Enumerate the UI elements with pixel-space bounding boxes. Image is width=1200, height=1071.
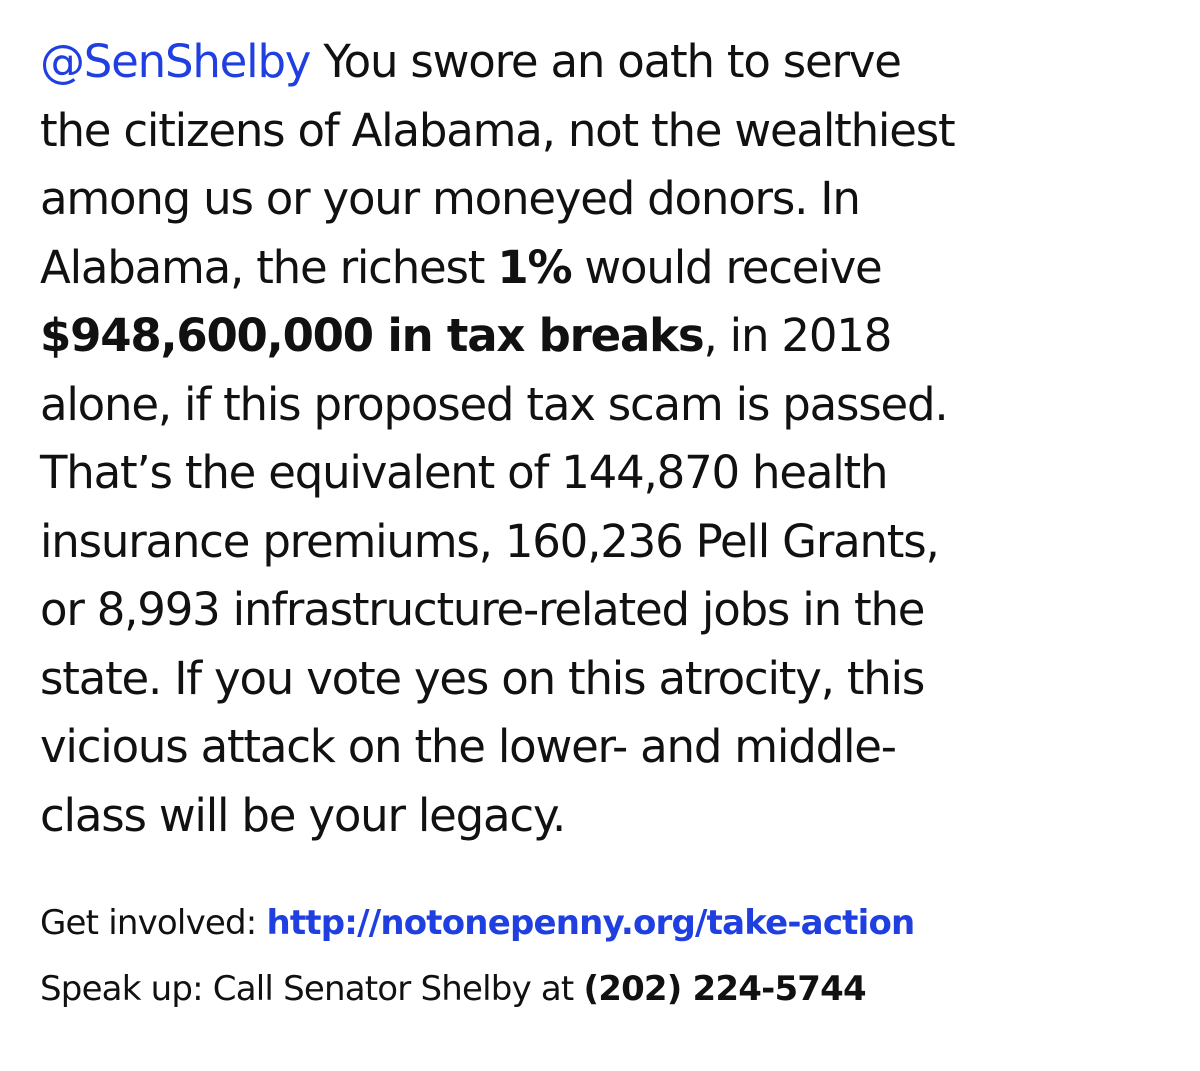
get-involved-row <box>40 903 1180 943</box>
take-action-link[interactable]: http://notonepenny.org/take-action <box>266 903 915 943</box>
get-involved-label: Get involved: <box>40 903 267 943</box>
tax-breaks-emphasis: $948,600,000 in tax breaks <box>40 309 704 362</box>
message-line: That’s the equivalent of 144,870 health <box>40 446 888 499</box>
message-line <box>40 234 1175 303</box>
message-body <box>40 28 1175 850</box>
senator-phone-number[interactable]: (202) 224-5744 <box>583 969 866 1009</box>
message-text: , in 2018 <box>703 309 892 362</box>
speak-up-label: Speak up: Call Senator Shelby at <box>40 969 584 1009</box>
message-line: vicious attack on the lower- and middle- <box>40 720 896 773</box>
message-text: Alabama, the richest <box>40 240 498 294</box>
one-percent-emphasis: 1% <box>497 240 572 294</box>
speak-up-row <box>40 969 1180 1009</box>
message-line: or 8,993 infrastructure-related jobs in the <box>40 583 925 636</box>
message-line: state. If you vote yes on this atrocity, this <box>40 651 925 705</box>
message-text: You swore an oath to serve <box>310 35 901 88</box>
message-line <box>40 28 1175 97</box>
message-line: the citizens of Alabama, not the wealthiest <box>40 103 955 157</box>
message-line: insurance premiums, 160,236 Pell Grants, <box>40 514 939 568</box>
message-line: alone, if this proposed tax scam is passed. <box>40 377 948 431</box>
message-line: among us or your moneyed donors. In <box>40 172 860 225</box>
message-line <box>40 302 1175 371</box>
message-text: would receive <box>571 240 882 294</box>
message-line: class will be your legacy. <box>40 788 566 842</box>
senator-handle-mention[interactable]: @SenShelby <box>40 35 311 88</box>
